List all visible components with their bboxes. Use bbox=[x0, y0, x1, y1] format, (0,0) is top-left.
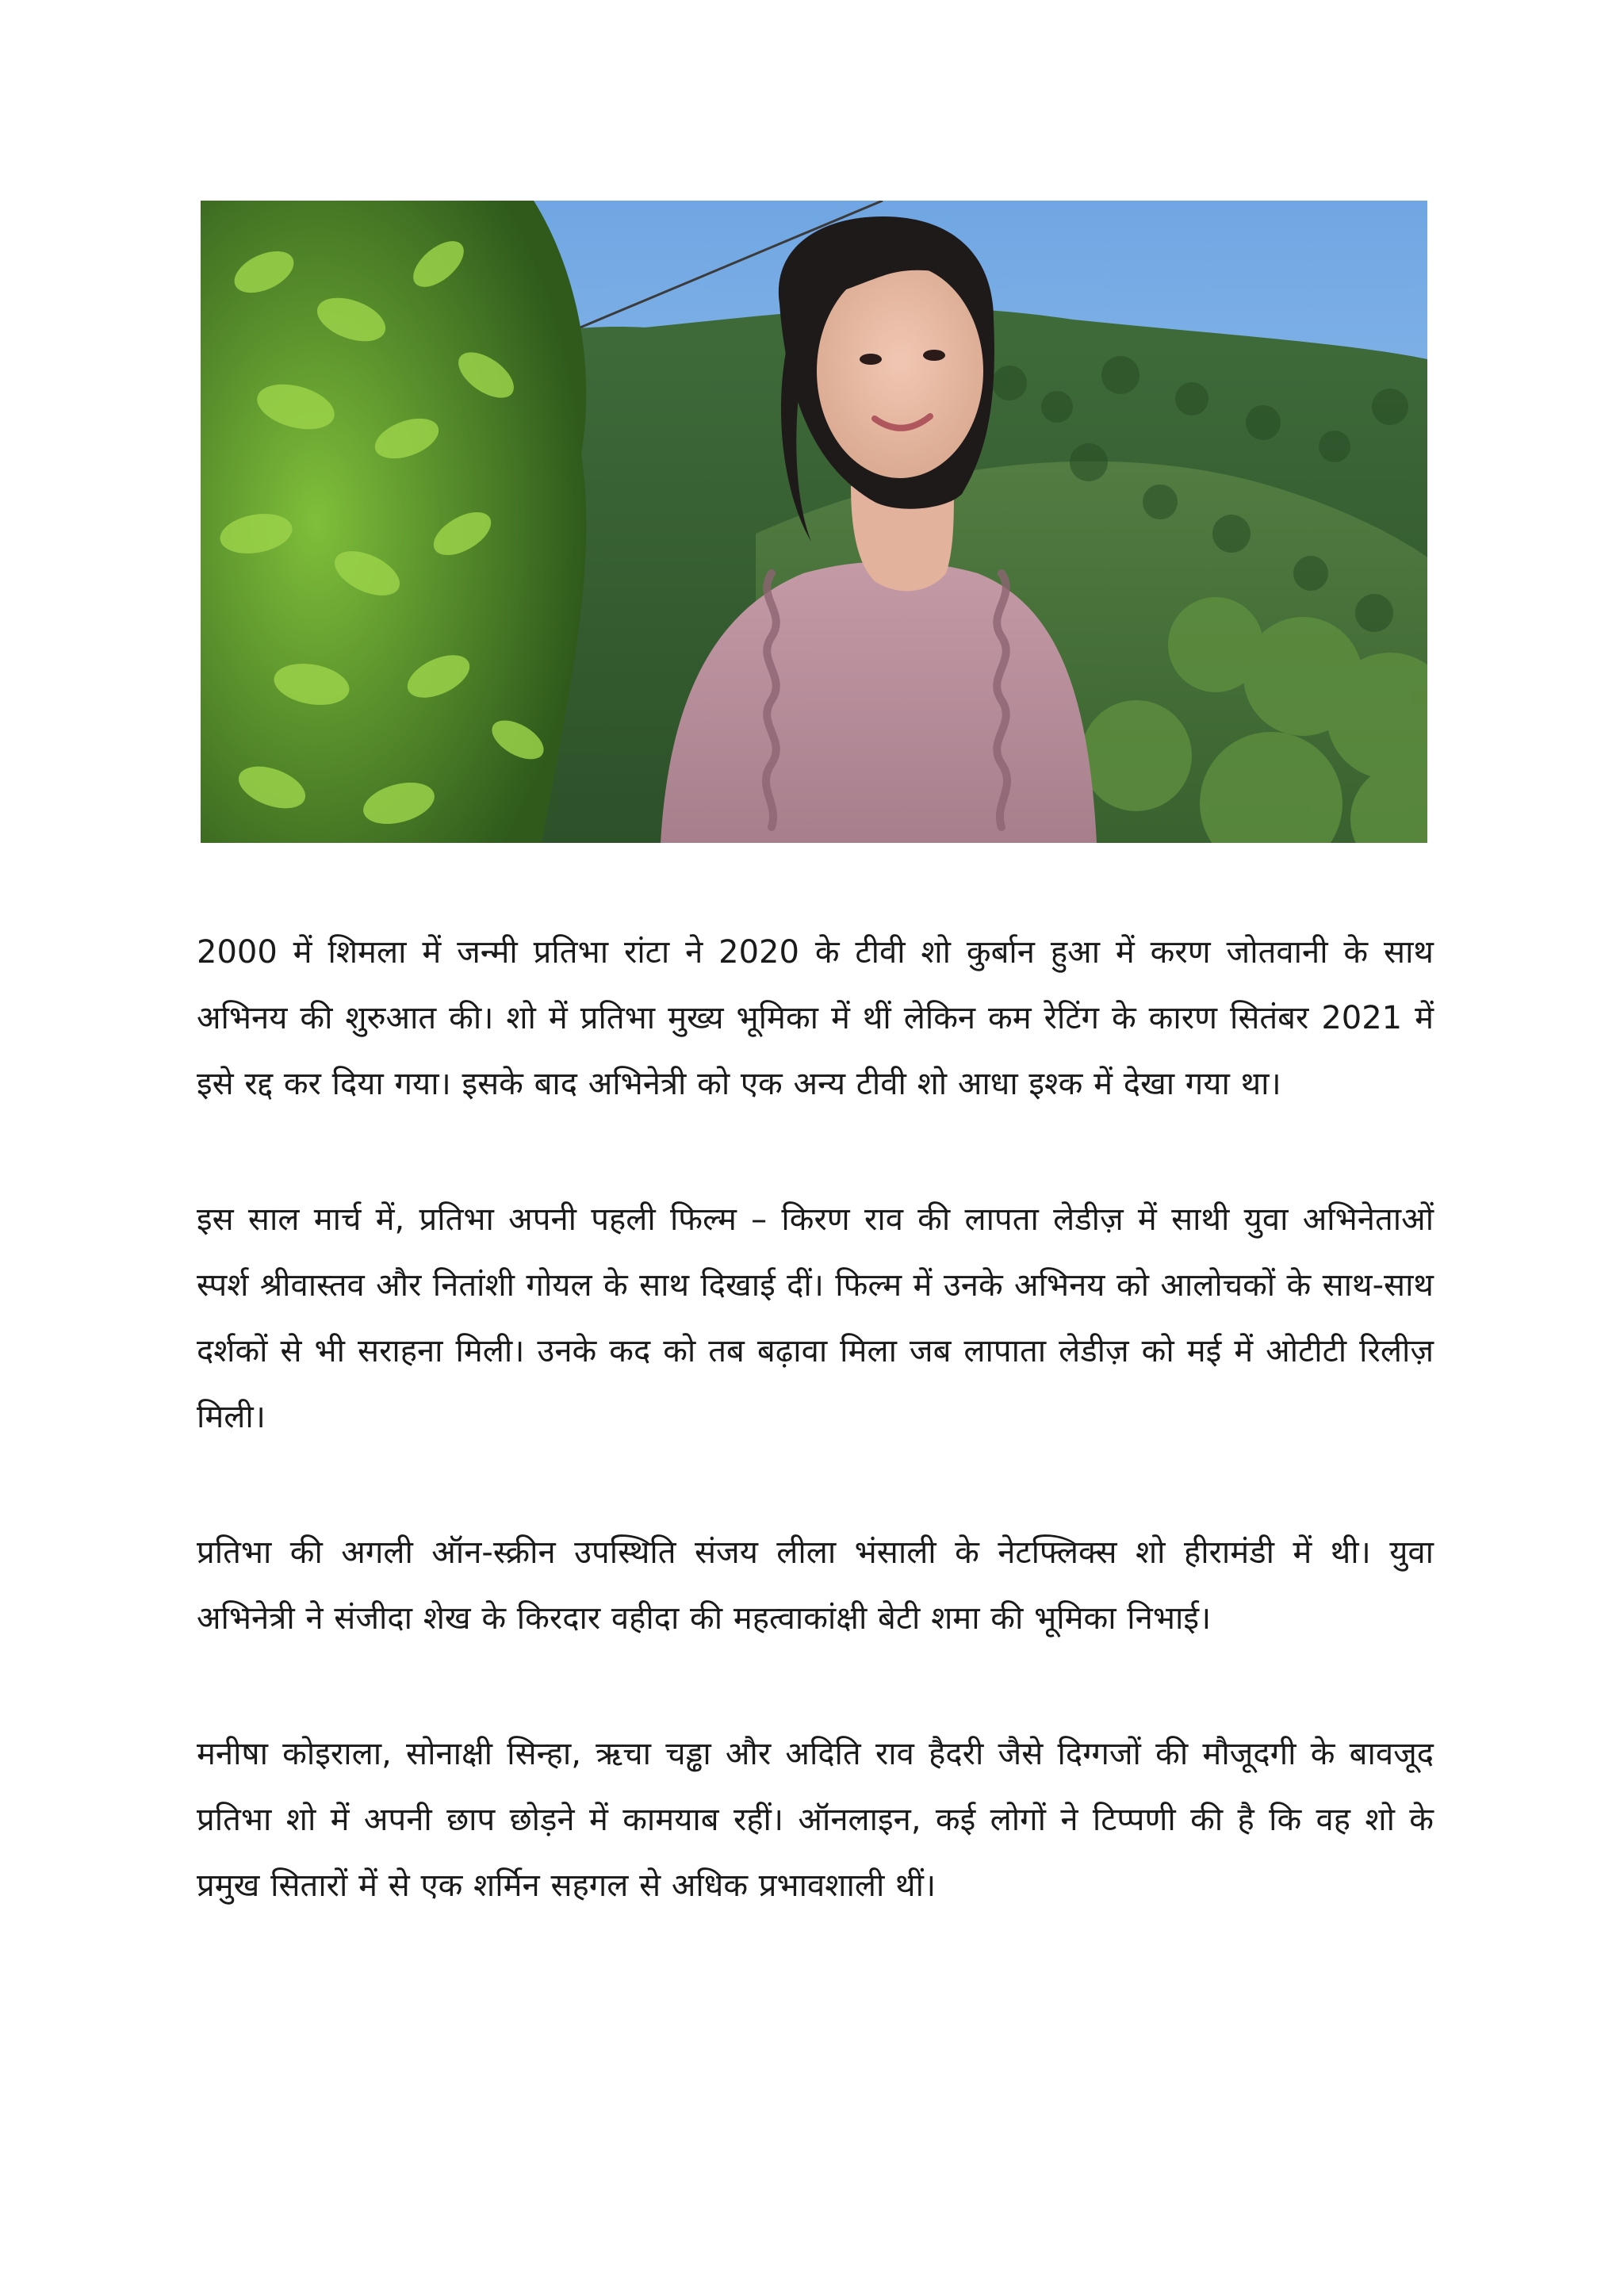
article-paragraph-3: प्रतिभा की अगली ऑन-स्क्रीन उपस्थिति संजय लीला भंसाली के नेटफ्लिक्स शो हीरामंडी में थी। युवा अभिनेत्री ने संजीदा शेख के किरदार वहीदा की महत्वाकांक्षी बेटी शमा की भूमिका निभाई। bbox=[197, 1534, 1434, 1637]
article-paragraph-2: इस साल मार्च में, प्रतिभा अपनी पहली फिल्म – किरण राव की लापता लेडीज़ में साथी युवा अभिनेताओं स्पर्श श्रीवास्तव और नितांशी गोयल के साथ दिखाई दीं। फिल्म में उनके अभिनय को आलोचकों के साथ-साथ दर्शकों से भी सराहना मिली। उनके कद को तब बढ़ावा मिला जब लापाता लेडीज़ को मई में ओटीटी रिलीज़ मिली। bbox=[197, 1201, 1434, 1435]
article-photo bbox=[201, 201, 1427, 843]
article-paragraph-4: मनीषा कोइराला, सोनाक्षी सिन्हा, ऋचा चड्ढा और अदिति राव हैदरी जैसे दिग्गजों की मौजूदगी के बावजूद प्रतिभा शो में अपनी छाप छोड़ने में कामयाब रहीं। ऑनलाइन, कई लोगों ने टिप्पणी की है कि वह शो के प्रमुख सितारों में से एक शर्मिन सहगल से अधिक प्रभावशाली थीं। bbox=[197, 1736, 1434, 1904]
article-paragraph-1: 2000 में शिमला में जन्मी प्रतिभा रांटा ने 2020 के टीवी शो कुर्बान हुआ में करण जोतवानी के साथ अभिनय की शुरुआत की। शो में प्रतिभा मुख्य भूमिका में थीं लेकिन कम रेटिंग के कारण सितंबर 2021 में इसे रद्द कर दिया गया। इसके बाद अभिनेत्री को एक अन्य टीवी शो आधा इश्क में देखा गया था। bbox=[197, 934, 1434, 1102]
article-body bbox=[197, 920, 1434, 1989]
portrait-photo-illustration bbox=[201, 201, 1427, 843]
